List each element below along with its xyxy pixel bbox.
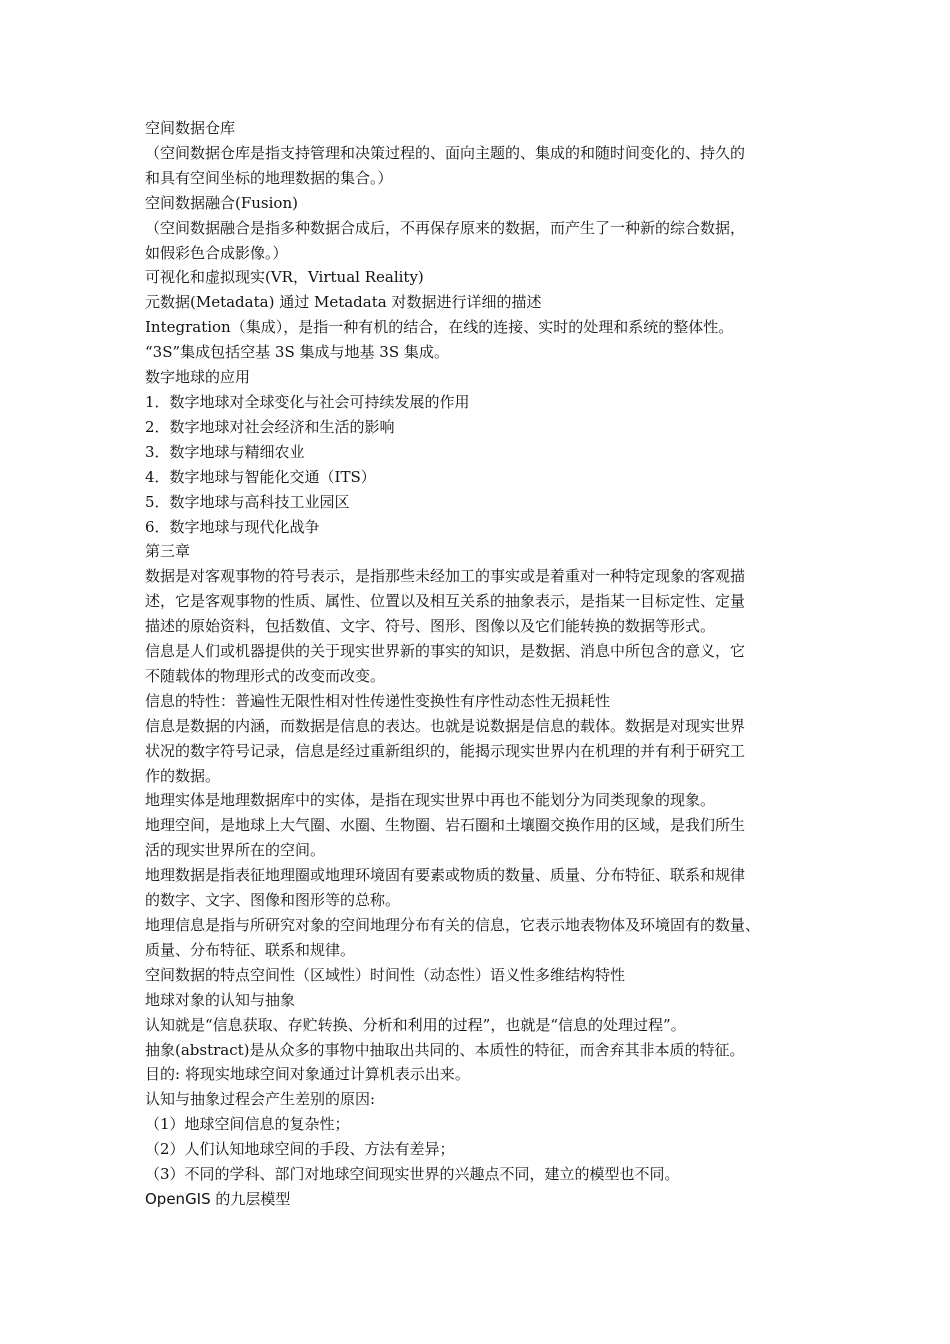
heading-visualization-vr: 可视化和虚拟现实(VR，Virtual Reality) — [145, 268, 424, 287]
list-item: （2）人们认知地球空间的手段、方法有差异； — [145, 1140, 455, 1159]
text-line: 状况的数字符号记录，信息是经过重新组织的，能揭示现实世界内在机理的并有利于研究工 — [145, 741, 746, 760]
heading-opengis-model: OpenGIS 的九层模型 — [145, 1189, 291, 1208]
text-line: “3S”集成包括空基 3S 集成与地基 3S 集成。 — [145, 343, 449, 362]
heading-spatial-data-warehouse: 空间数据仓库 — [145, 119, 236, 137]
text-line: 描述的原始资料，包括数值、文字、符号、图形、图像以及它们能转换的数据等形式。 — [145, 617, 716, 636]
text-line: （空间数据融合是指多种数据合成后，不再保存原来的数据，而产生了一种新的综合数据， — [145, 218, 746, 237]
text-line: 信息是人们或机器提供的关于现实世界新的事实的知识，是数据、消息中所包含的意义，它 — [145, 642, 746, 661]
list-item: 1．数字地球对全球变化与社会可持续发展的作用 — [145, 392, 470, 411]
chapter-heading: 第三章 — [145, 542, 191, 561]
text-line: 地理信息是指与所研究对象的空间地理分布有关的信息，它表示地表物体及环境固有的数量、 — [145, 916, 761, 934]
text-line: 抽象(abstract)是从众多的事物中抽取出共同的、本质性的特征，而舍弃其非本质的特征。 — [145, 1040, 745, 1059]
text-line: 如假彩色合成影像。） — [145, 243, 288, 262]
list-item: 2．数字地球对社会经济和生活的影响 — [145, 417, 395, 436]
document-page — [145, 116, 820, 1212]
text-line: 空间数据的特点空间性（区域性）时间性（动态性）语义性多维结构特性 — [145, 965, 626, 984]
text-line: 地理实体是地理数据库中的实体，是指在现实世界中再也不能划分为同类现象的现象。 — [145, 791, 716, 810]
text-line: 和具有空间坐标的地理数据的集合。） — [145, 168, 393, 187]
list-item: 5．数字地球与高科技工业园区 — [145, 492, 350, 511]
text-line: 信息的特性：普遍性无限性相对性传递性变换性有序性动态性无损耗性 — [145, 691, 611, 710]
heading-digital-earth-applications: 数字地球的应用 — [145, 368, 251, 387]
text-line: 作的数据。 — [145, 766, 221, 785]
heading-earth-object-cognition: 地球对象的认知与抽象 — [145, 990, 296, 1009]
text-line: 目的: 将现实地球空间对象通过计算机表示出来。 — [145, 1065, 470, 1084]
list-item: 3．数字地球与精细农业 — [145, 442, 305, 461]
text-line: 认知就是“信息获取、存贮转换、分析和利用的过程”，也就是“信息的处理过程”。 — [145, 1015, 686, 1034]
text-line: （空间数据仓库是指支持管理和决策过程的、面向主题的、集成的和随时间变化的、持久的 — [145, 143, 746, 162]
text-line: 活的现实世界所在的空间。 — [145, 841, 326, 860]
list-item: （3）不同的学科、部门对地球空间现实世界的兴趣点不同，建立的模型也不同。 — [145, 1165, 680, 1184]
list-item: （1）地球空间信息的复杂性； — [145, 1115, 350, 1134]
text-line: Integration（集成），是指一种有机的结合，在线的连接、实时的处理和系统的整体性。 — [145, 318, 734, 337]
text-line: 地理空间，是地球上大气圈、水圈、生物圈、岩石圈和土壤圈交换作用的区域，是我们所生 — [145, 816, 746, 835]
text-line: 质量、分布特征、联系和规律。 — [145, 940, 356, 959]
text-line: 述，它是客观事物的性质、属性、位置以及相互关系的抽象表示，是指某一目标定性、定量 — [145, 592, 746, 611]
text-line: 认知与抽象过程会产生差别的原因: — [145, 1090, 376, 1109]
text-line: 的数字、文字、图像和图形等的总称。 — [145, 891, 401, 910]
list-item: 6．数字地球与现代化战争 — [145, 517, 320, 536]
text-line: 地理数据是指表征地理圈或地理环境固有要素或物质的数量、质量、分布特征、联系和规律 — [145, 866, 746, 885]
text-line: 不随载体的物理形式的改变而改变。 — [145, 666, 386, 685]
list-item: 4．数字地球与智能化交通（ITS） — [145, 467, 376, 486]
text-line: 数据是对客观事物的符号表示，是指那些未经加工的事实或是着重对一种特定现象的客观描 — [145, 567, 746, 586]
heading-spatial-data-fusion: 空间数据融合(Fusion) — [145, 193, 298, 212]
text-line: 信息是数据的内涵，而数据是信息的表达。也就是说数据是信息的载体。数据是对现实世界 — [145, 716, 746, 735]
text-line: 元数据(Metadata) 通过 Metadata 对数据进行详细的描述 — [145, 293, 542, 312]
